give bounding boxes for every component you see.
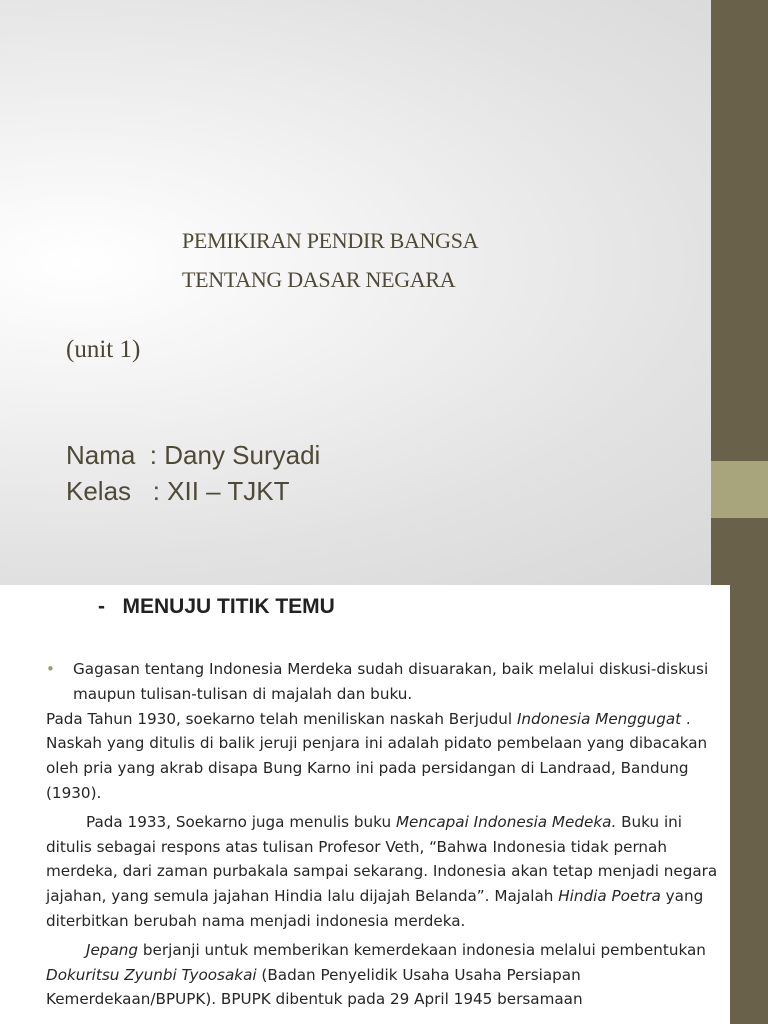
side-accent-block — [711, 461, 768, 518]
paragraph-1-text-c: . Naskah yang ditulis di balik jeruji penjara ini adalah pidato pembelaan yang dibacakan oleh pria yang akrab disapa Bung Karno ini pada persidangan di Landraad, Bandung (1930). — [46, 709, 708, 802]
content-slide — [38, 585, 730, 1024]
book-title-indonesia-menggugat: Indonesia Menggugat — [516, 709, 682, 728]
paragraph-2-text-e: yang diterbitkan berubah nama menjadi indonesia merdeka. — [46, 887, 704, 930]
paragraph-3-text-d: (Badan Penyelidik Usaha Usaha Persiapan Kemerdekaan/BPUPK). BPUPK dibentuk pada 29 April 1945 bersamaan — [46, 965, 583, 1009]
paragraph-3 — [46, 938, 722, 1012]
paragraph-1-text-a: Pada Tahun 1930, soekarno telah meniliskan naskah Berjudul — [46, 709, 517, 728]
term-dokuritsu: Dokuritsu Zyunbi Tyoosakai — [46, 965, 257, 984]
bullet-dot-icon: • — [46, 660, 55, 678]
title-line-2: TENTANG DASAR NEGARA — [182, 267, 456, 292]
name-line: Nama : Dany Suryadi — [66, 440, 321, 470]
book-title-mencapai: Mencapai Indonesia Medeka. — [395, 812, 617, 831]
magazine-title-hindia-poetra: Hindia Poetra — [558, 887, 661, 906]
paragraph-2-text-a: Pada 1933, Soekarno juga menulis buku — [86, 812, 396, 831]
paragraph-2 — [46, 810, 722, 934]
body-text — [46, 657, 722, 1012]
class-line: Kelas : XII – TJKT — [66, 476, 290, 506]
paragraph-2-text-c: Buku ini ditulis sebagai respons atas tulisan Profesor Veth, “Bahwa Indonesia tidak pernah merdeka, dari zaman purbakala sampai sekarang. Indonesia akan tetap menjadi negara jajahan, yang semula jajahan Hindia lalu dijajah Belanda”. Majalah — [46, 812, 718, 906]
term-jepang: Jepang — [86, 940, 139, 959]
title-line-1: PEMIKIRAN PENDIR BANGSA — [182, 228, 479, 253]
bullet-text: Gagasan tentang Indonesia Merdeka sudah disuarakan, baik melalui diskusi-diskusi maupun tulisan-tulisan di majalah dan buku. — [73, 660, 709, 703]
paragraph-3-text-b: berjanji untuk memberikan kemerdekaan indonesia melalui pembentukan — [138, 940, 706, 959]
bullet-item — [46, 657, 722, 707]
section-heading: - MENUJU TITIK TEMU — [98, 595, 335, 618]
paragraph-1 — [46, 707, 722, 806]
unit-label: (unit 1) — [66, 336, 141, 363]
